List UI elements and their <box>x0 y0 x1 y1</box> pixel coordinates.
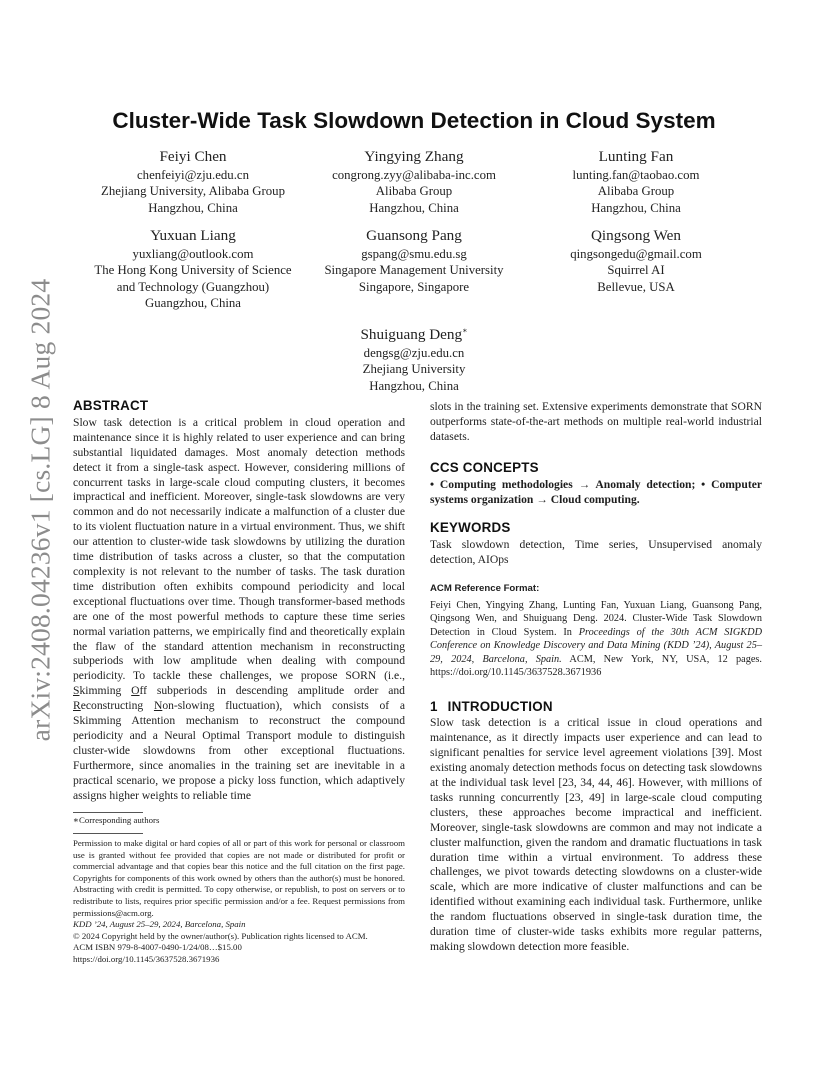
isbn-line: ACM ISBN 979-8-4007-0490-1/24/08…$15.00 <box>73 942 242 953</box>
keywords-text: Task slowdown detection, Time series, Unsupervised anomaly detection, AIOps <box>430 538 762 567</box>
intro-heading: 1 INTRODUCTION <box>430 698 553 714</box>
footnote-rule <box>73 812 143 813</box>
author-block <box>289 322 539 394</box>
author-name: Feiyi Chen <box>159 148 227 165</box>
corresponding-mark: ∗ <box>462 326 468 335</box>
author-block <box>511 148 761 216</box>
author-affiliation: Alibaba Group <box>597 184 675 199</box>
doi-line: https://doi.org/10.1145/3637528.3671936 <box>73 953 220 964</box>
abstract-heading: ABSTRACT <box>73 398 149 413</box>
ccs-heading: CCS CONCEPTS <box>430 459 539 475</box>
ccs-text: • Computing methodologies → Anomaly detection; • Computer systems organization → Cloud computing. <box>430 477 762 506</box>
keywords-heading: KEYWORDS <box>430 520 511 536</box>
acm-ref-heading: ACM Reference Format: <box>430 583 540 595</box>
author-name: Shuiguang Deng <box>360 326 463 344</box>
author-affiliation: Squirrel AI <box>607 263 665 278</box>
author-location: Hangzhou, China <box>591 200 681 215</box>
author-block <box>289 227 539 295</box>
author-name: Qingsong Wen <box>590 227 682 244</box>
right-column <box>430 400 762 955</box>
author-block <box>68 227 318 311</box>
author-affiliation: Zhejiang University, Alibaba Group <box>101 184 285 199</box>
author-name: Yuxuan Liang <box>150 227 236 244</box>
venue-line: KDD ’24, August 25–29, 2024, Barcelona, Spain <box>73 919 246 930</box>
permission-block <box>73 838 405 966</box>
author-name: Guansong Pang <box>366 227 462 244</box>
author-location: Singapore, Singapore <box>358 279 470 294</box>
permission-text: Permission to make digital or hard copies of all or part of this work for personal or classroom use is granted without fee provided that copies are not made or distributed for profit or commercial advantage and that copies bear this notice and the full citation on the first page. Copyrights for components of this work owned by others than the author(s) must be honored. Abstracting with credit is permitted. To copy otherwise, or republish, to post on servers or to redistribute to lists, requires prior specific permission and/or a fee. Request permissions from permissions@acm.org. <box>73 838 405 918</box>
footnote: ∗Corresponding authors <box>73 815 160 825</box>
author-name: Yingying Zhang <box>364 148 464 165</box>
author-email: dengsg@zju.edu.cn <box>363 346 465 361</box>
author-email: chenfeiyi@zju.edu.cn <box>137 168 249 182</box>
author-email: yuxliang@outlook.com <box>132 247 254 261</box>
author-location: Hangzhou, China <box>369 200 459 215</box>
author-affiliation: The Hong Kong University of Science <box>94 263 292 278</box>
author-name: Lunting Fan <box>598 148 674 165</box>
author-email: gspang@smu.edu.sg <box>361 247 467 261</box>
author-location: Bellevue, USA <box>597 279 675 294</box>
author-email: congrong.zyy@alibaba-inc.com <box>332 168 496 182</box>
author-affiliation: Alibaba Group <box>375 184 453 199</box>
author-location: Guangzhou, China <box>145 295 241 310</box>
author-affiliation: Zhejiang University <box>362 362 466 377</box>
author-block <box>511 227 761 295</box>
intro-text: Slow task detection is a critical issue in cloud operations and maintenance, as it directly impacts user experience and can lead to significant penalties for service level agreement violations [39]. Most existing anomaly detection methods focus on detecting task slowdowns at the individual task level [23, 34, 44, 46]. However, with millions of tasks running concurrently [23, 49] in large-scale cloud computing clusters, these approaches become impractical and inefficient. Moreover, single-task slowdowns are common and may not indicate a cluster malfunction, given the random and dramatic fluctuations in task duration time within a virtual environment. To address these challenges, we pivot towards detecting slowdowns on a cluster-wide scale, which are more indicative of cluster malfunctions and can be identified without examining each individual task. Furthermore, unlike the random fluctuations observed in single-task duration time, the duration time of cluster-wide tasks exhibits more regular patterns, making slowdown detection more feasible. <box>430 716 762 953</box>
copyright-line: © 2024 Copyright held by the owner/author(s). Publication rights licensed to ACM. <box>73 930 368 941</box>
author-location: Hangzhou, China <box>369 378 459 393</box>
paper-title: Cluster-Wide Task Slowdown Detection in Cloud System <box>112 108 716 133</box>
permission-rule <box>73 833 143 834</box>
author-email: qingsongedu@gmail.com <box>570 247 702 261</box>
author-block <box>68 148 318 216</box>
abstract-continuation: slots in the training set. Extensive experiments demonstrate that SORN outperforms state-of-the-art methods on multiple real-world industrial datasets. <box>430 400 762 443</box>
author-block <box>289 148 539 216</box>
author-affiliation: Singapore Management University <box>324 263 504 278</box>
left-column <box>73 399 405 803</box>
author-email: lunting.fan@taobao.com <box>572 168 700 182</box>
author-location: Hangzhou, China <box>148 200 238 215</box>
author-affiliation: and Technology (Guangzhou) <box>116 279 270 294</box>
arxiv-identifier: arXiv:2408.04236v1 [cs.LG] 8 Aug 2024 <box>24 278 56 742</box>
abstract-text: Slow task detection is a critical problem in cloud operation and maintenance since it is highly related to user experience and can bring substantial liquidated damages. Most anomaly detection methods detect it from a single-task aspect. However, considering millions of concurrent tasks in large-scale cloud computing clusters, it becomes impractical and inefficient. Moreover, single-task slowdowns are very common and do not necessarily indicate a malfunction of a cluster due to its violent fluctuation nature in a virtual environment. Thus, we shift our attention to cluster-wide task slowdowns by utilizing the duration time distribution of tasks across a cluster, so that the computation complexity is not relevant to the number of tasks. The task duration time distribution often exhibits compound periodicity and local exceptional fluctuations over time. Though transformer-based methods are one of the most powerful methods to capture these time series normal variation patterns, we empirically find and theoretically explain the flaw of the standard attention mechanism in reconstructing subperiods with low amplitude when dealing with compound periodicity. To tackle these challenges, we propose SORN (i.e., Skimming Off subperiods in descending amplitude order and Reconstructing Non-slowing fluctuation), which consists of a Skimming Attention mechanism to reconstruct the compound periodicity and a Neural Optimal Transport module to distinguish cluster-wide slowdowns from other exceptional fluctuations. Furthermore, since anomalies in the training set are inevitable in a practical scenario, we propose a picky loss function, which adaptively assigns higher weights to reliable time <box>73 415 406 802</box>
acm-ref-text: Feiyi Chen, Yingying Zhang, Lunting Fan, Yuxuan Liang, Guansong Pang, Qingsong Wen, and Shuiguang Deng. 2024. Cluster-Wide Task Slowdown Detection in Cloud System. In Proceedings of the 30th ACM SIGKDD Conference on Knowledge Discovery and Data Mining (KDD ’24), August 25–29, 2024, Barcelona, Spain. ACM, New York, NY, USA, 12 pages. https://doi.org/10.1145/3637528.3671936 <box>430 600 763 679</box>
